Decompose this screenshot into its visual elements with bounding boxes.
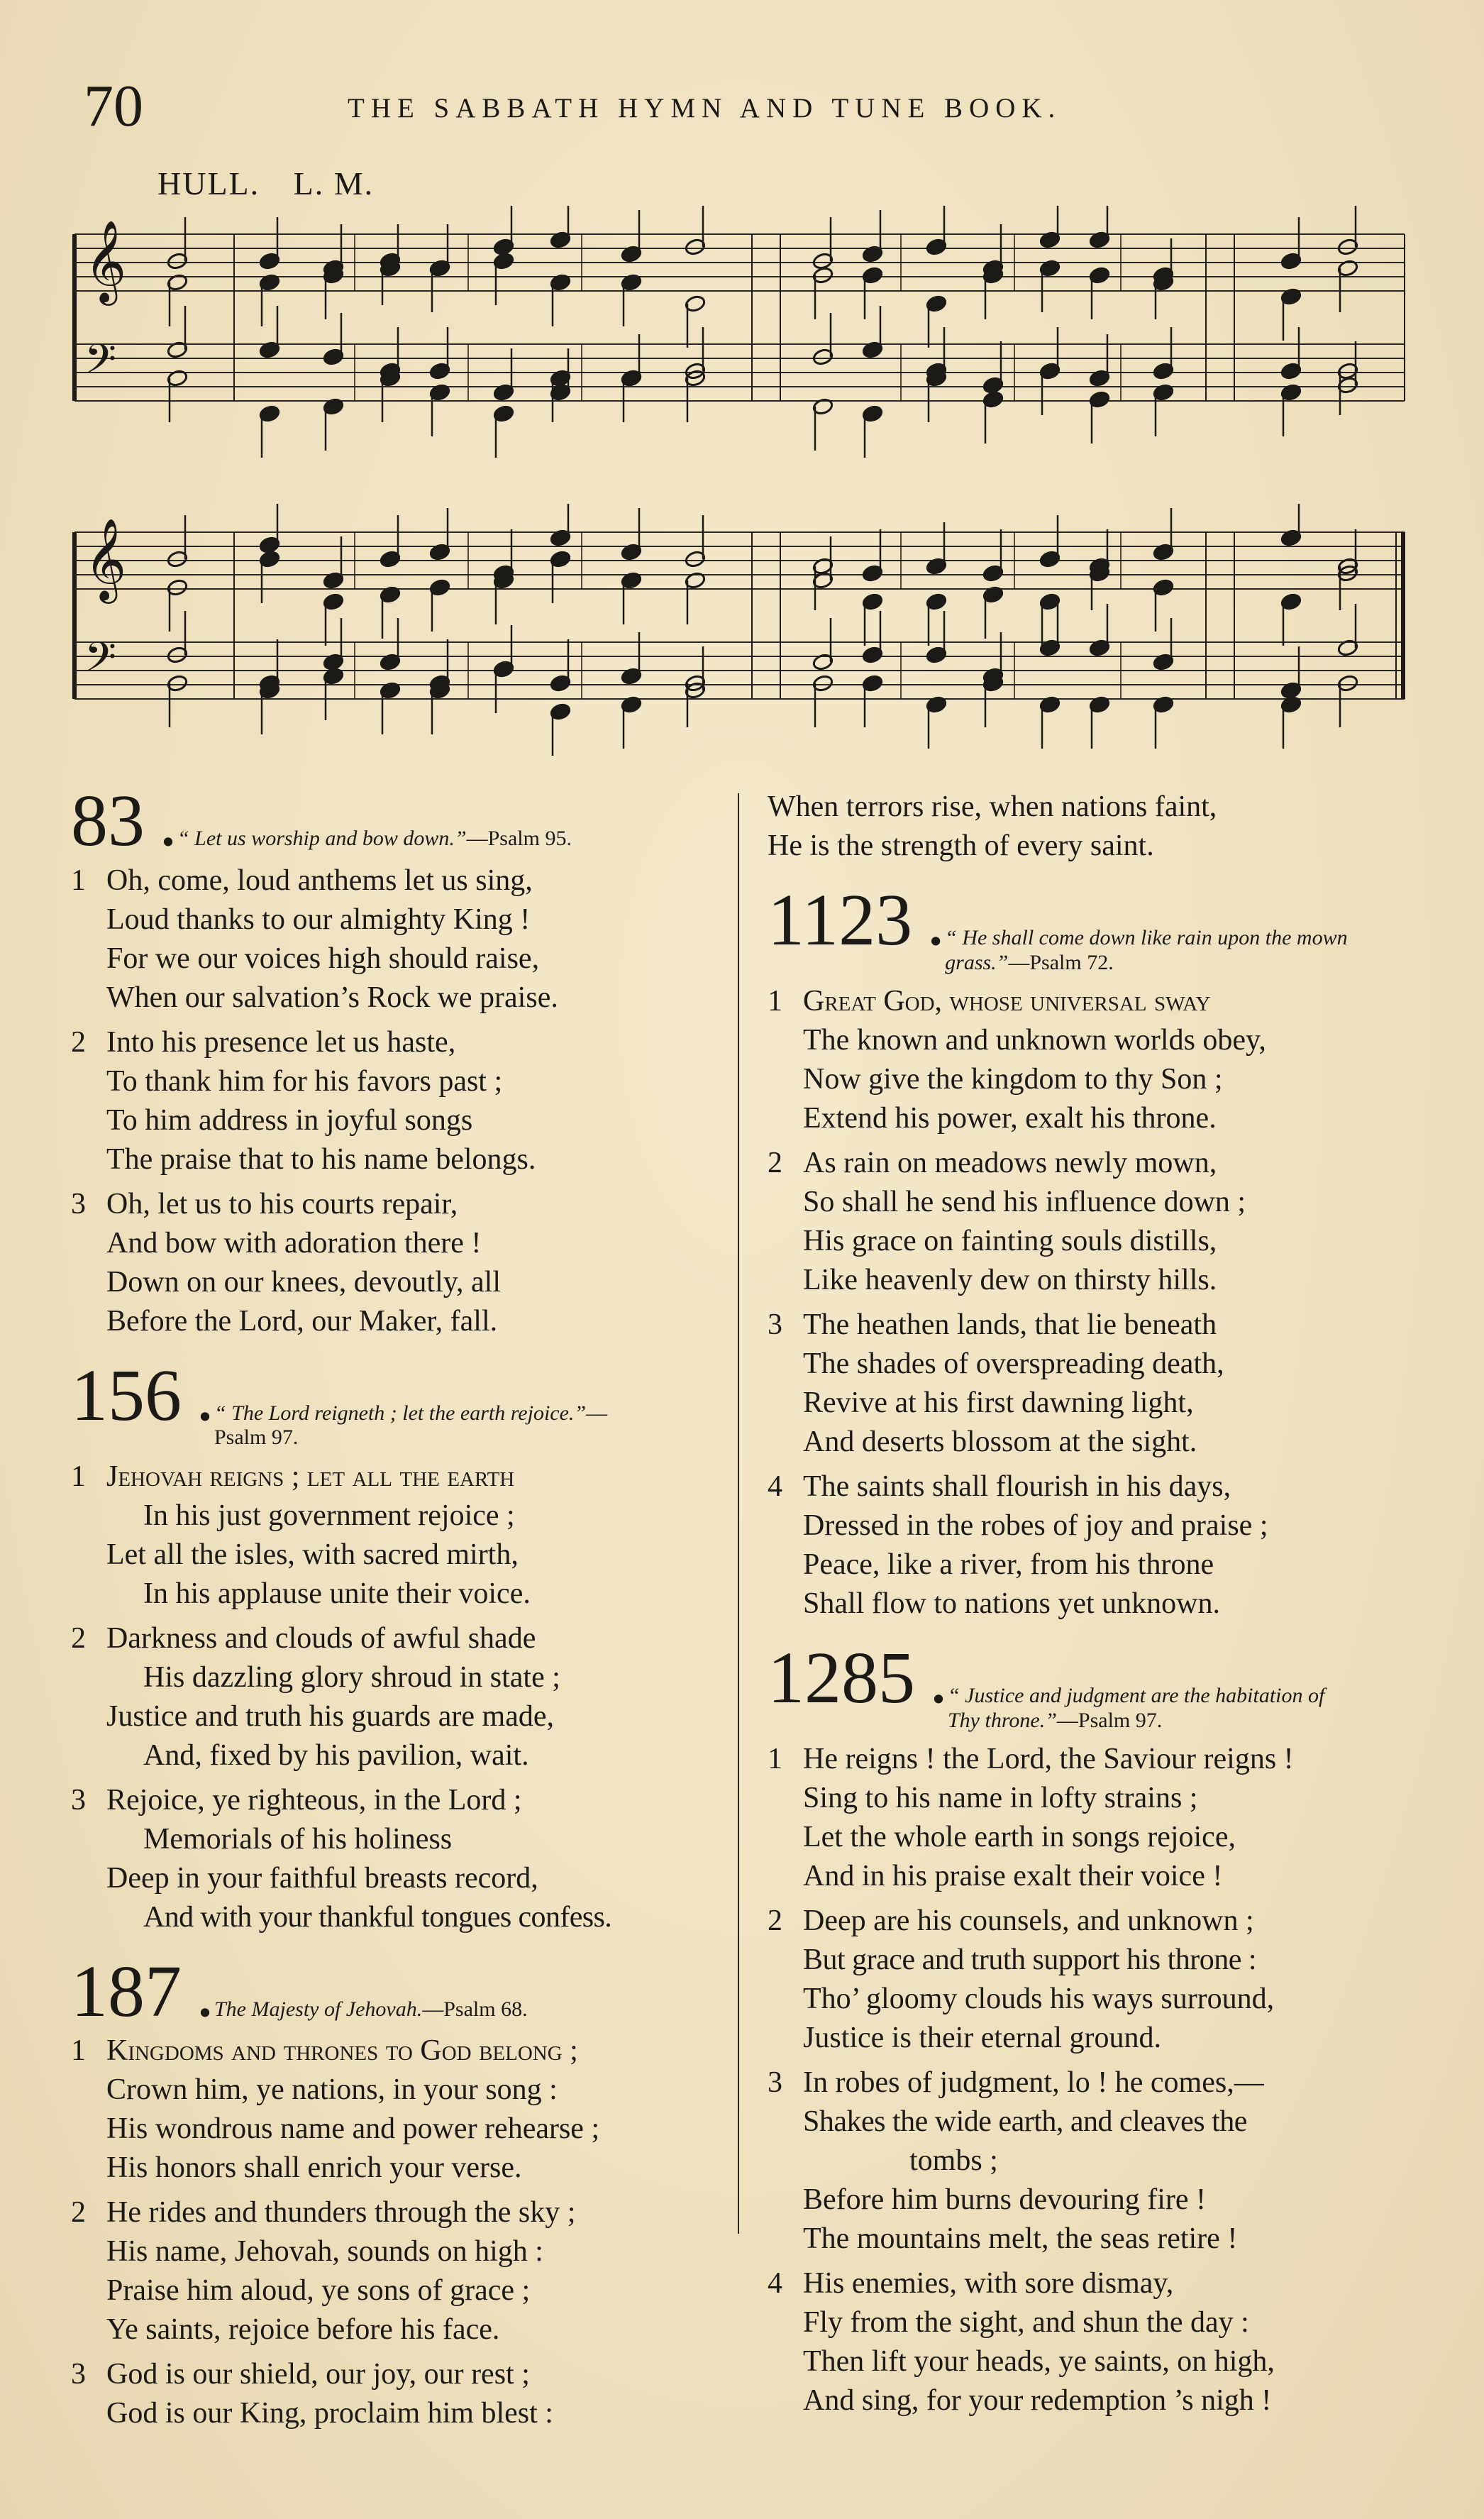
verse-line: Jehovah reigns ; let all the earth <box>106 1460 515 1493</box>
stanza-number: 1 <box>71 1460 86 1493</box>
stanza-number: 2 <box>71 1621 86 1655</box>
verse-line: The praise that to his name belongs. <box>106 1142 536 1176</box>
stanza <box>71 1457 709 1614</box>
stanza <box>71 861 709 1018</box>
hymn-epigraph <box>214 1401 611 1450</box>
verse-line: And with your thankful tongues confess. <box>143 1900 612 1934</box>
music-score-1 <box>71 206 1412 461</box>
verse-line: Extend his power, exalt his throne. <box>803 1102 1217 1135</box>
verse-line: He rides and thunders through the sky ; <box>106 2196 576 2229</box>
stanza-number: 1 <box>768 1743 782 1775</box>
verse-line: Then lift your heads, ye saints, on high, <box>803 2345 1275 2378</box>
epigraph-source: —Psalm 97. <box>1056 1708 1163 1732</box>
hymn-epigraph <box>945 926 1356 975</box>
verse-line: As rain on meadows newly mown, <box>803 1147 1217 1179</box>
verse-line: Oh, let us to his courts repair, <box>106 1187 458 1220</box>
verse-line: And deserts blossom at the sight. <box>803 1426 1197 1458</box>
verse-line: When our salvation’s Rock we praise. <box>106 981 558 1014</box>
verse-line: His name, Jehovah, sounds on high : <box>106 2235 543 2269</box>
verse-line: Fly from the sight, and shun the day : <box>803 2306 1249 2339</box>
verse-line: For we our voices high should raise, <box>106 942 540 975</box>
verse-line: His enemies, with sore dismay, <box>803 2267 1174 2300</box>
verse-line: In robes of judgment, lo ! he comes,— <box>803 2066 1264 2099</box>
stanza <box>71 2193 709 2349</box>
hymn-number: 1285 <box>768 1637 915 1719</box>
epigraph-text: “ The Lord reigneth ; let the earth rejoice.” <box>214 1401 587 1425</box>
hymn-epigraph <box>948 1684 1359 1733</box>
right-column <box>768 788 1406 2442</box>
hymn-epigraph <box>177 827 572 851</box>
hymn-83 <box>71 780 709 1341</box>
hymn-number-dot: . <box>196 1354 214 1436</box>
verse-line: Crown him, ye nations, in your song : <box>106 2073 558 2107</box>
verse-line: And in his praise exalt their voice ! <box>803 1860 1223 1892</box>
music-system-2 <box>71 504 1412 766</box>
verse-line: Justice is their eternal ground. <box>803 2022 1162 2054</box>
stanza-number: 3 <box>71 1187 86 1220</box>
hymn-number-dot: . <box>926 879 946 961</box>
verse-line: Shall flow to nations yet unknown. <box>803 1587 1220 1620</box>
verse-line: His honors shall enrich your verse. <box>106 2151 522 2185</box>
verse-line: Peace, like a river, from his throne <box>803 1548 1214 1581</box>
tune-meter: L. M. <box>293 165 375 202</box>
verse-line: Rejoice, ye righteous, in the Lord ; <box>106 1783 522 1817</box>
stanza <box>768 1467 1406 1624</box>
verse-line: In his applause unite their voice. <box>143 1577 531 1610</box>
verse-line: The heathen lands, that lie beneath <box>803 1308 1217 1341</box>
verse-line: Deep are his counsels, and unknown ; <box>803 1905 1254 1937</box>
music-score-2 <box>71 504 1412 766</box>
verse-line: Darkness and clouds of awful shade <box>106 1621 536 1655</box>
verse-line: Before the Lord, our Maker, fall. <box>106 1304 498 1338</box>
stanza-number: 1 <box>768 985 782 1018</box>
hymn-156 <box>71 1354 709 1937</box>
verse-line: Deep in your faithful breasts record, <box>106 1861 538 1895</box>
verse-line: Loud thanks to our almighty King ! <box>106 903 531 936</box>
stanza-number: 2 <box>71 1025 86 1059</box>
verse-line: God is our King, proclaim him blest : <box>106 2397 553 2430</box>
verse-line: So shall he send his influence down ; <box>803 1186 1246 1218</box>
stanza <box>71 1023 709 1179</box>
stanza <box>71 2355 709 2433</box>
verse-line: The saints shall flourish in his days, <box>803 1470 1231 1503</box>
verse-line: The known and unknown worlds obey, <box>803 1024 1266 1057</box>
verse-line: Revive at his first dawning light, <box>803 1387 1194 1419</box>
verse-line: But grace and truth support his throne : <box>803 1944 1257 1976</box>
hymn-number-dot: . <box>196 1950 214 2032</box>
tune-name: HULL. <box>157 165 260 202</box>
treble-clef-icon: 𝄞 <box>84 517 127 600</box>
stanza <box>768 1902 1406 2058</box>
stanza-number: 1 <box>71 2034 86 2068</box>
hymn-number-dot: . <box>929 1637 948 1719</box>
verse-line: And bow with adoration there ! <box>106 1226 482 1260</box>
verse-line: Ye saints, rejoice before his face. <box>106 2313 500 2347</box>
verse-line: The mountains melt, the seas retire ! <box>803 2222 1238 2255</box>
epigraph-source: —Psalm 72. <box>1008 950 1114 974</box>
treble-clef-icon: 𝄞 <box>84 219 127 302</box>
stanza <box>71 1185 709 1341</box>
verse-line: Into his presence let us haste, <box>106 1025 456 1059</box>
hymn-number: 83 <box>71 780 145 861</box>
stanza-number: 3 <box>71 1783 86 1817</box>
hymn-187 <box>71 1950 709 2434</box>
continued-stanza <box>768 788 1406 866</box>
stanza-number: 2 <box>768 1147 782 1179</box>
stanza <box>768 1144 1406 1300</box>
stanza-number: 4 <box>768 2267 782 2300</box>
bass-clef-icon: 𝄢 <box>84 633 117 691</box>
stanza <box>71 1619 709 1775</box>
stanza-number: 3 <box>768 1308 782 1341</box>
verse-line: And sing, for your redemption ’s nigh ! <box>803 2384 1272 2417</box>
verse-line: Great God, whose universal sway <box>803 985 1211 1018</box>
column-divider <box>738 793 739 2234</box>
verse-line: Let all the isles, with sacred mirth, <box>106 1538 519 1571</box>
tune-title <box>157 165 374 202</box>
verse-line: Praise him aloud, ye sons of grace ; <box>106 2274 531 2308</box>
epigraph-source: —Psalm 68. <box>422 1997 528 2021</box>
verse-line: Let the whole earth in songs rejoice, <box>803 1821 1236 1853</box>
verse-line: Shakes the wide earth, and cleaves the <box>803 2105 1247 2138</box>
verse-line: Like heavenly dew on thirsty hills. <box>803 1264 1217 1296</box>
verse-line: The shades of overspreading death, <box>803 1347 1224 1380</box>
bass-clef-icon: 𝄢 <box>84 335 117 393</box>
epigraph-source: —Psalm 97. <box>214 1401 608 1450</box>
stanza <box>768 1740 1406 1896</box>
verse-line: Memorials of his holiness <box>143 1822 453 1856</box>
verse-line: Tho’ gloomy clouds his ways surround, <box>803 1983 1275 2015</box>
stanza-number: 2 <box>768 1905 782 1937</box>
verse-line: To him address in joyful songs <box>106 1103 473 1137</box>
verse-line: He is the strength of every saint. <box>768 829 1154 862</box>
stanza <box>71 1781 709 1937</box>
stanza-number: 3 <box>71 2358 86 2391</box>
verse-line: Justice and truth his guards are made, <box>106 1699 554 1733</box>
epigraph-source: —Psalm 95. <box>466 827 572 850</box>
verse-line: Dressed in the robes of joy and praise ; <box>803 1509 1268 1542</box>
verse-line: Now give the kingdom to thy Son ; <box>803 1063 1223 1096</box>
hymn-number: 1123 <box>768 879 913 961</box>
verse-line: He reigns ! the Lord, the Saviour reigns ! <box>803 1743 1294 1775</box>
verse-line: Kingdoms and thrones to God belong ; <box>106 2034 578 2068</box>
verse-line: And, fixed by his pavilion, wait. <box>143 1738 529 1772</box>
hymn-number: 187 <box>71 1950 182 2032</box>
stanza-number: 1 <box>71 864 86 897</box>
music-system-1 <box>71 206 1412 461</box>
epigraph-text: “ Justice and judgment are the habitation of Thy throne.” <box>948 1684 1325 1732</box>
stanza-number: 4 <box>768 1470 782 1503</box>
left-column <box>71 780 709 2454</box>
running-title: THE SABBATH HYMN AND TUNE BOOK. <box>348 93 1062 123</box>
stanza <box>71 2032 709 2188</box>
stanza <box>768 1306 1406 1462</box>
epigraph-text: “ Let us worship and bow down.” <box>177 827 467 850</box>
verse-line: Oh, come, loud anthems let us sing, <box>106 864 533 897</box>
verse-line: His wondrous name and power rehearse ; <box>106 2112 600 2146</box>
verse-line: When terrors rise, when nations faint, <box>768 790 1217 823</box>
verse-line: In his just government rejoice ; <box>143 1499 515 1532</box>
stanza <box>768 982 1406 1138</box>
stanza <box>768 2063 1406 2259</box>
verse-line: Down on our knees, devoutly, all <box>106 1265 502 1299</box>
verse-line: To thank him for his favors past ; <box>106 1064 503 1098</box>
hymn-epigraph <box>214 1997 528 2022</box>
verse-line: Before him burns devouring fire ! <box>803 2183 1207 2216</box>
hymn-1285 <box>768 1637 1406 2420</box>
page-number: 70 <box>84 73 143 139</box>
epigraph-text: “ He shall come down like rain upon the mown grass.” <box>945 926 1348 974</box>
verse-line: Sing to his name in lofty strains ; <box>803 1782 1198 1814</box>
verse-line: tombs ; <box>909 2144 998 2177</box>
hymn-1123 <box>768 879 1406 1624</box>
verse-line: God is our shield, our joy, our rest ; <box>106 2358 530 2391</box>
stanza-number: 3 <box>768 2066 782 2099</box>
epigraph-text: The Majesty of Jehovah. <box>214 1997 423 2021</box>
hymn-number: 156 <box>71 1354 182 1436</box>
hymn-number-dot: . <box>159 780 177 861</box>
stanza <box>768 2264 1406 2420</box>
verse-line: His grace on fainting souls distills, <box>803 1225 1217 1257</box>
verse-line: His dazzling glory shroud in state ; <box>143 1660 560 1694</box>
stanza-number: 2 <box>71 2196 86 2229</box>
